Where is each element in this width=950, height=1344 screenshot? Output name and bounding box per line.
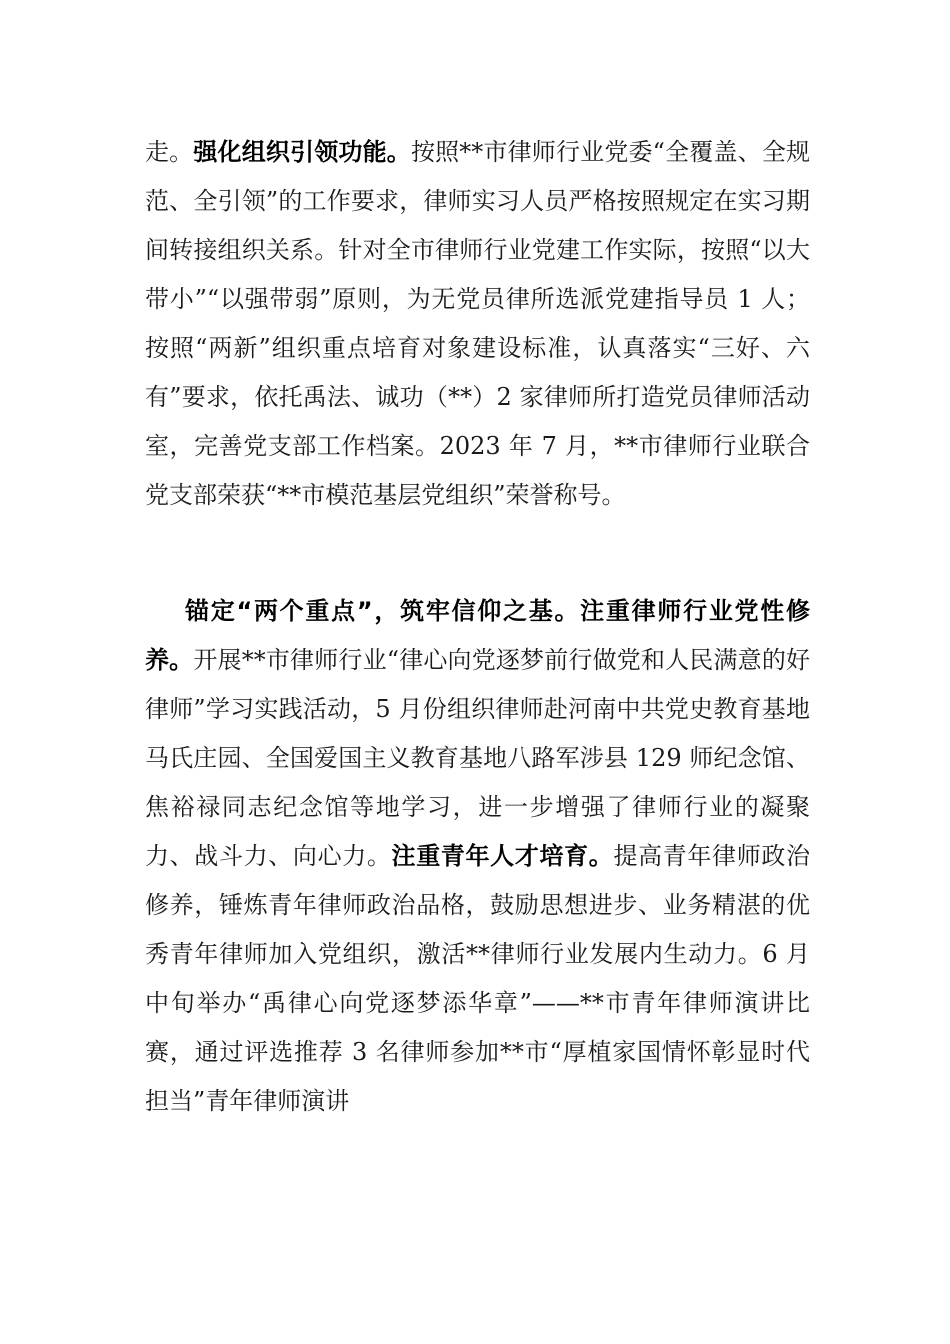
- paragraph-two-focuses: [145, 587, 810, 1126]
- section-heading: 注重青年人才培育。: [391, 842, 614, 870]
- paragraph-organization: [145, 128, 810, 520]
- paragraph-text: 开展**市律师行业“律心向党逐梦前行做党和人民满意的好律师”学习实践活动，5 月份组织律师赴河南中共党史教育基地马氏庄园、全国爱国主义教育基地八路军涉县 129 师纪念馆、焦裕禄同志纪念馆等地学习，进一步增强了律师行业的凝聚力、战斗力、向心力。: [145, 646, 810, 870]
- paragraph-text: 按照**市律师行业党委“全覆盖、全规范、全引领”的工作要求，律师实习人员严格按照规定在实习期间转接组织关系。针对全市律师行业党建工作实际，按照“以大带小”“以强带弱”原则，为无党员律所选派党建指导员 1 人；按照“两新”组织重点培育对象建设标准，认真落实“三好、六有”要求，依托禹法、诚功（**）2 家律师所打造党员律师活动室，完善党支部工作档案。2023 年 7 月，**市律师行业联合党支部荣获“**市模范基层党组织”荣誉称号。: [145, 138, 811, 509]
- paragraph-text: 走。: [145, 138, 194, 166]
- section-heading: 锚定“两个重点”，筑牢信仰之基。注重律师行业党性修养。: [145, 597, 810, 674]
- paragraph-text: 提高青年律师政治修养，锤炼青年律师政治品格，鼓励思想进步、业务精湛的优秀青年律师加入党组织，激活**律师行业发展内生动力。6 月中旬举办“禹律心向党逐梦添华章”——**市青年律师演讲比赛，通过评选推荐 3 名律师参加**市“厚植家国情怀彰显时代担当”青年律师演讲: [145, 842, 811, 1115]
- section-heading: 强化组织引领功能。: [193, 138, 411, 166]
